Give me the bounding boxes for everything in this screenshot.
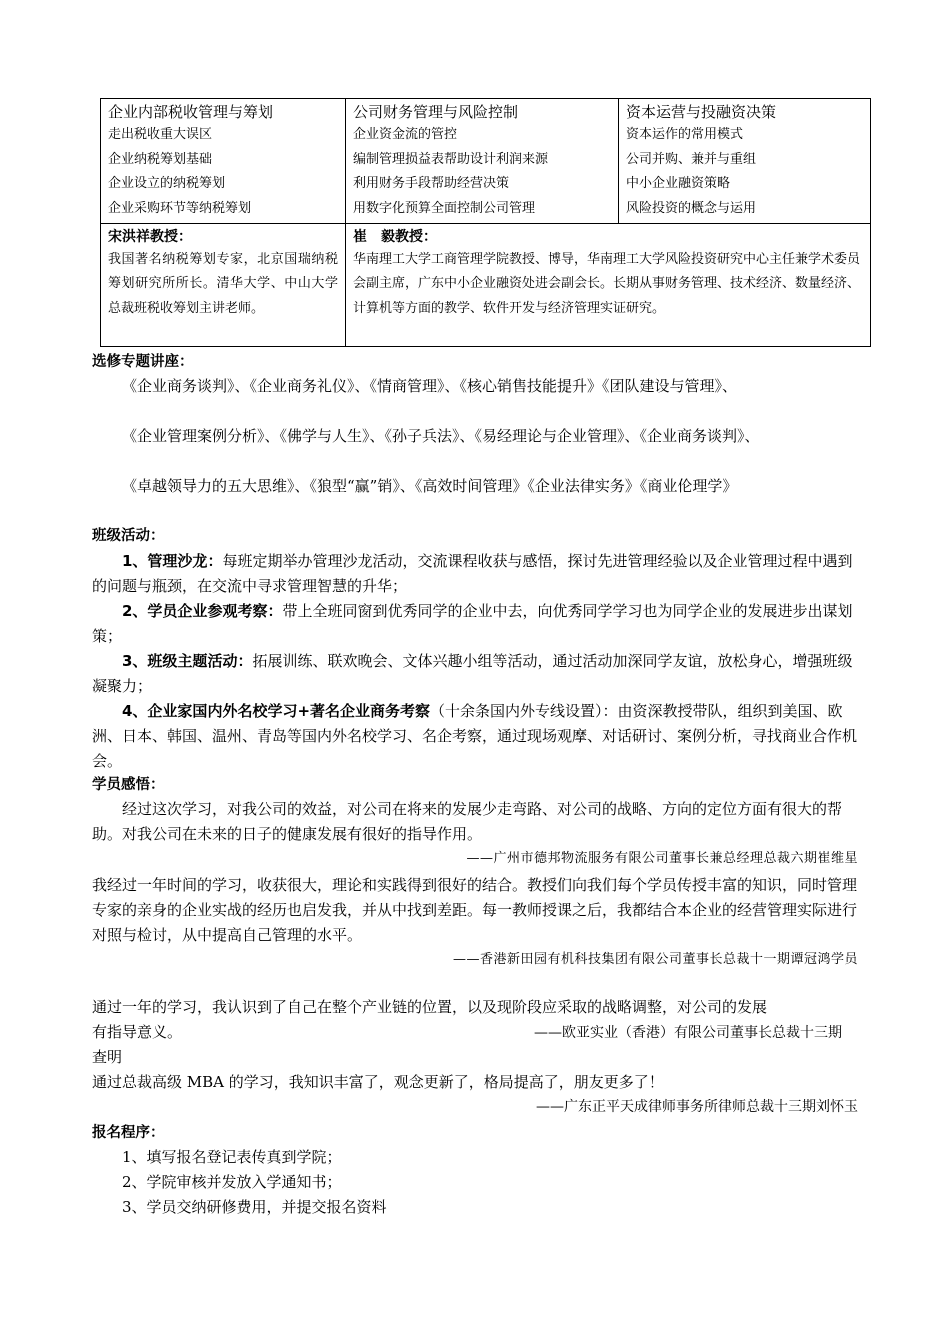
course-table — [100, 98, 871, 347]
testimonial-text: 我经过一年时间的学习，收获很大，理论和实践得到很好的结合。教授们向我们每个学员传授丰富的知识，同时管理专家的亲身的企业实战的经历也启发我，并从中找到差距。每一教师授课之后，我都结合本企业的经营管理实际进行对照与检讨，从中提高自己管理的水平。 — [92, 876, 858, 944]
activity-text: 每班定期举办管理沙龙活动，交流课程收获与感悟，探讨先进管理经验以及企业管理过程中遇到的问题与瓶颈，在交流中寻求管理智慧的升华； — [92, 552, 853, 595]
professor-bio: 我国著名纳税筹划专家，北京国瑞纳税筹划研究所所长。清华大学、中山大学总裁班税收筹划主讲老师。 — [108, 252, 338, 316]
activity-label: 1、管理沙龙： — [122, 552, 223, 570]
professor-cell-song — [101, 224, 346, 347]
course-item: 企业采购环节等纳税筹划 — [108, 200, 252, 216]
electives-line: 《卓越领导力的五大思维》、《狼型“赢”销》、《高效时间管理》《企业法律实务》《商业伦理学》 — [122, 477, 738, 495]
course-item: 公司并购、兼并与重组 — [626, 151, 757, 167]
activity-item — [92, 699, 865, 774]
professor-name: 宋洪祥教授： — [108, 229, 192, 245]
professor-bio: 华南理工大学工商管理学院教授、博导，华南理工大学风险投资研究中心主任兼学术委员会副主席，广东中小企业融资处进会副会长。长期从事财务管理、技术经济、数量经济、计算机等方面的教学、软件开发与经济管理实证研究。 — [353, 252, 861, 316]
activity-text: 拓展训练、联欢晚会、文体兴趣小组等活动，通过活动加深同学友谊，放松身心，增强班级凝聚力； — [92, 652, 853, 695]
course-title: 公司财务管理与风险控制 — [353, 103, 519, 121]
activity-item — [92, 549, 865, 599]
electives-line: 《企业管理案例分析》、《佛学与人生》、《孙子兵法》、《易经理论与企业管理》、《企业商务谈判》、 — [122, 427, 760, 445]
enrollment-step: 1、填写报名登记表传真到学院； — [122, 1148, 342, 1166]
course-row — [101, 99, 871, 224]
activity-text: （十余条国内外专线设置）：由资深教授带队，组织到美国、欧洲、日本、韩国、温州、青岛等国内外名校学习、名企考察，通过现场观摩、对话研讨、案例分析，寻找商业合作机会。 — [92, 702, 858, 770]
course-item: 风险投资的概念与运用 — [626, 200, 757, 216]
activities-heading: 班级活动： — [92, 528, 165, 544]
course-title: 资本运营与投融资决策 — [626, 103, 777, 121]
testimonials-heading: 学员感悟： — [92, 777, 165, 793]
testimonial-text: 通过一年的学习，我认识到了自己在整个产业链的位置，以及现阶段应采取的战略调整，对公司的发展 — [92, 998, 768, 1016]
activity-label: 3、班级主题活动： — [122, 652, 253, 670]
course-title: 企业内部税收管理与筹划 — [108, 103, 274, 121]
course-item: 编制管理损益表帮助设计利润来源 — [353, 151, 549, 167]
testimonial-text: 通过总裁高级 MBA 的学习，我知识丰富了，观念更新了，格局提高了，朋友更多了！ — [92, 1073, 664, 1091]
activity-item — [92, 599, 865, 649]
course-cell-capital — [619, 99, 871, 224]
testimonial-signature-cont: 查明 — [92, 1048, 123, 1066]
testimonial-signature: ——广州市德邦物流服务有限公司董事长兼总经理总裁六期崔维星 — [466, 851, 858, 866]
course-item: 走出税收重大误区 — [108, 127, 213, 142]
enrollment-step: 2、学院审核并发放入学通知书； — [122, 1173, 342, 1191]
electives-line: 《企业商务谈判》、《企业商务礼仪》、《情商管理》、《核心销售技能提升》《团队建设与管理》、 — [122, 377, 738, 395]
testimonial-signature: ——香港新田园有机科技集团有限公司董事长总裁十一期谭冠鸿学员 — [452, 952, 858, 967]
course-item: 利用财务手段帮助经营决策 — [353, 176, 510, 191]
enrollment-heading: 报名程序： — [92, 1125, 165, 1141]
activity-label: 2、学员企业参观考察： — [122, 602, 283, 620]
course-cell-finance — [346, 99, 619, 224]
course-item: 企业设立的纳税筹划 — [108, 176, 226, 191]
course-item: 企业资金流的管控 — [353, 127, 458, 142]
testimonial-text: 有指导意义。 — [92, 1023, 183, 1041]
course-item: 资本运作的常用模式 — [626, 127, 744, 142]
activity-text: 带上全班同窗到优秀同学的企业中去，向优秀同学学习也为同学企业的发展进步出谋划策； — [92, 602, 853, 645]
activity-item — [92, 649, 865, 699]
electives-heading: 选修专题讲座： — [92, 354, 194, 370]
professor-row — [101, 224, 871, 347]
professor-cell-cui — [346, 224, 871, 347]
testimonial-signature: ——广东正平天成律师事务所律师总裁十三期刘怀玉 — [536, 1099, 858, 1115]
course-item: 企业纳税筹划基础 — [108, 151, 213, 167]
activity-label: 4、企业家国内外名校学习+著名企业商务考察 — [122, 702, 431, 720]
testimonial-signature: ——欧亚实业（香港）有限公司董事长总裁十三期 — [534, 1025, 842, 1041]
professor-name: 崔 毅教授： — [353, 229, 437, 245]
course-item: 用数字化预算全面控制公司管理 — [353, 200, 536, 216]
testimonial-text: 经过这次学习，对我公司的效益，对公司在将来的发展少走弯路、对公司的战略、方向的定位方面有很大的帮助。对我公司在未来的日子的健康发展有很好的指导作用。 — [92, 800, 843, 843]
enrollment-step: 3、学员交纳研修费用，并提交报名资料 — [122, 1198, 387, 1216]
course-item: 中小企业融资策略 — [626, 176, 731, 191]
course-cell-tax — [101, 99, 346, 224]
